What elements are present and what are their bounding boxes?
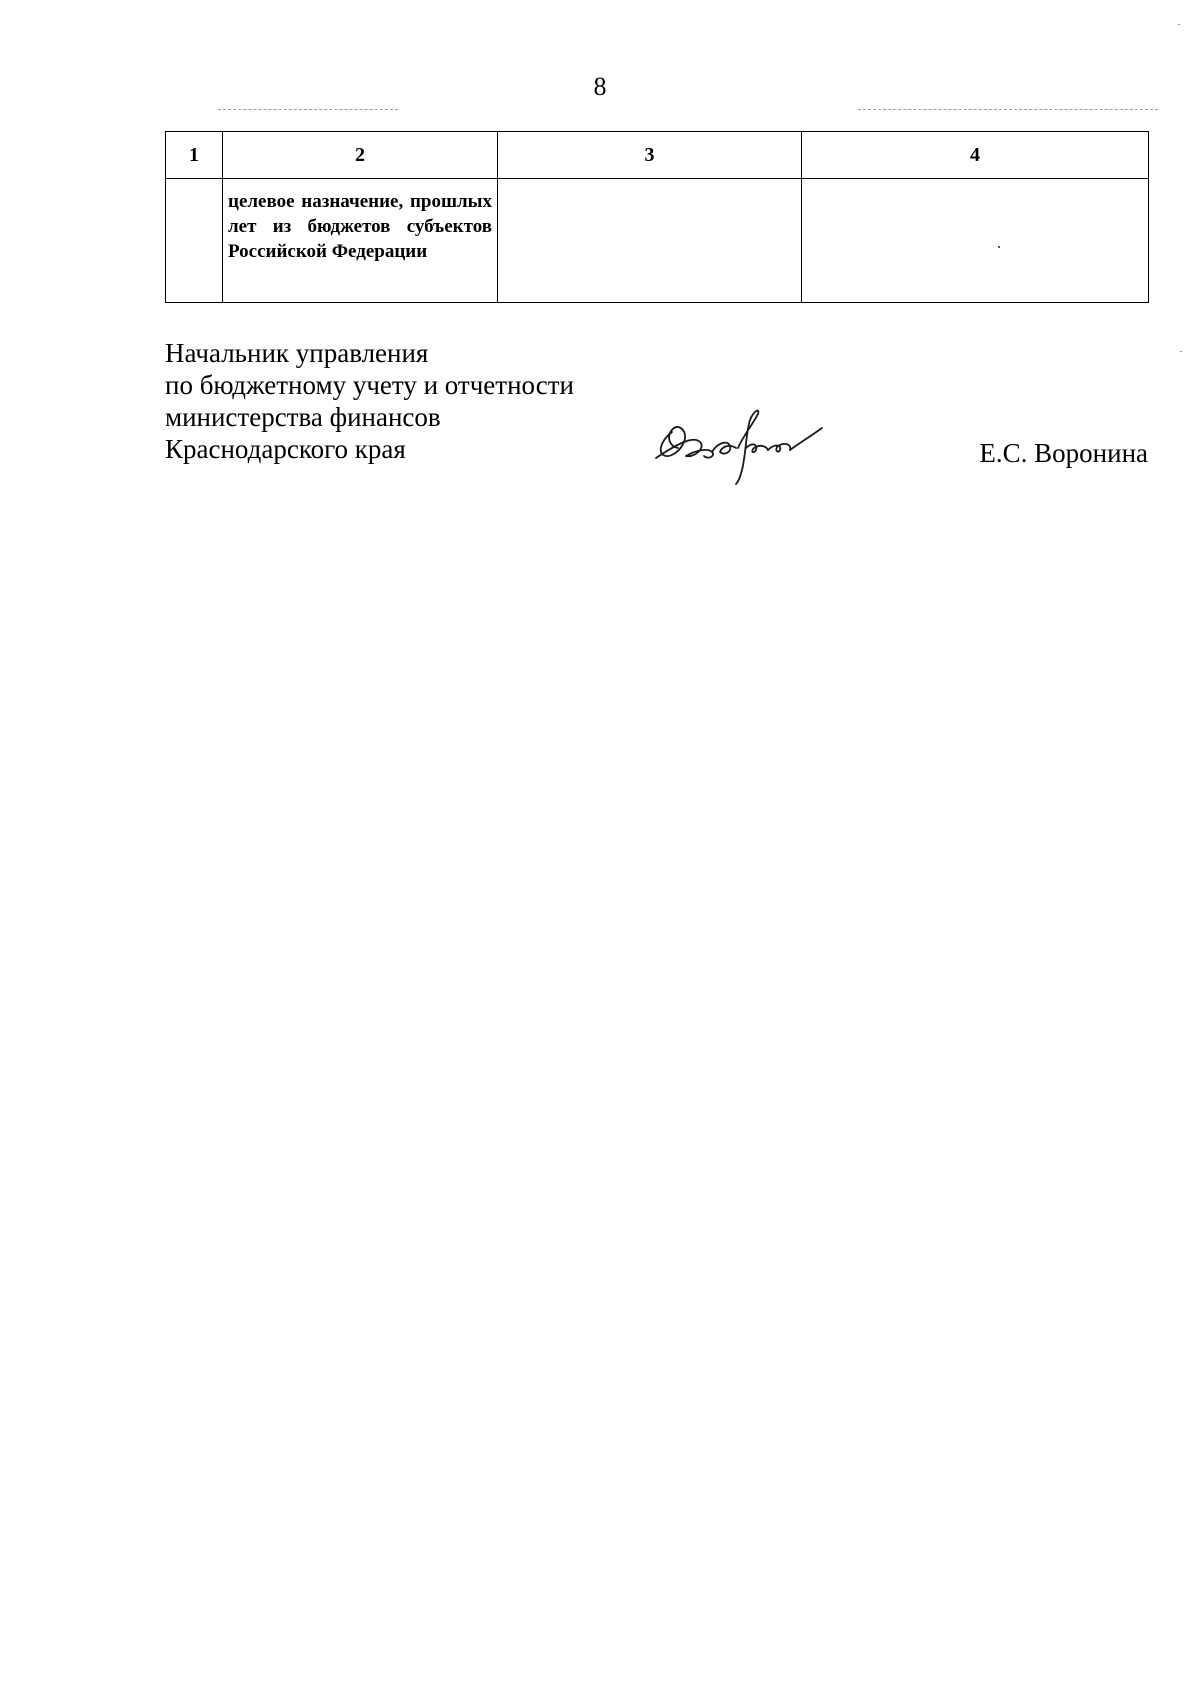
column-header: 4 (802, 132, 1149, 179)
handwritten-signature (650, 398, 825, 488)
column-header: 1 (166, 132, 223, 179)
table-cell (498, 179, 802, 303)
table-cell-text: целевое назначение, прошлых лет из бюджетов субъектов Российской Федерации (228, 191, 492, 262)
table-cell (802, 179, 1149, 303)
page-number: 8 (593, 72, 607, 101)
column-header: 3 (498, 132, 802, 179)
data-table (165, 131, 1149, 303)
scan-artifact-line (858, 109, 1158, 111)
signatory-position (165, 337, 574, 465)
position-line: по бюджетному учету и отчетности (165, 370, 574, 400)
position-line: министерства финансов (165, 402, 441, 432)
table-cell (223, 179, 498, 303)
scan-speck (1178, 24, 1180, 25)
scan-speck (1180, 351, 1182, 352)
position-line: Краснодарского края (165, 434, 406, 464)
signer-name: Е.С. Воронина (979, 438, 1148, 468)
scan-speck (998, 246, 1000, 248)
position-line: Начальник управления (165, 338, 429, 368)
scan-artifact-line (218, 109, 398, 111)
table-cell (166, 179, 223, 303)
column-header: 2 (223, 132, 498, 179)
table-header-row (166, 132, 1149, 179)
table-row (166, 179, 1149, 303)
